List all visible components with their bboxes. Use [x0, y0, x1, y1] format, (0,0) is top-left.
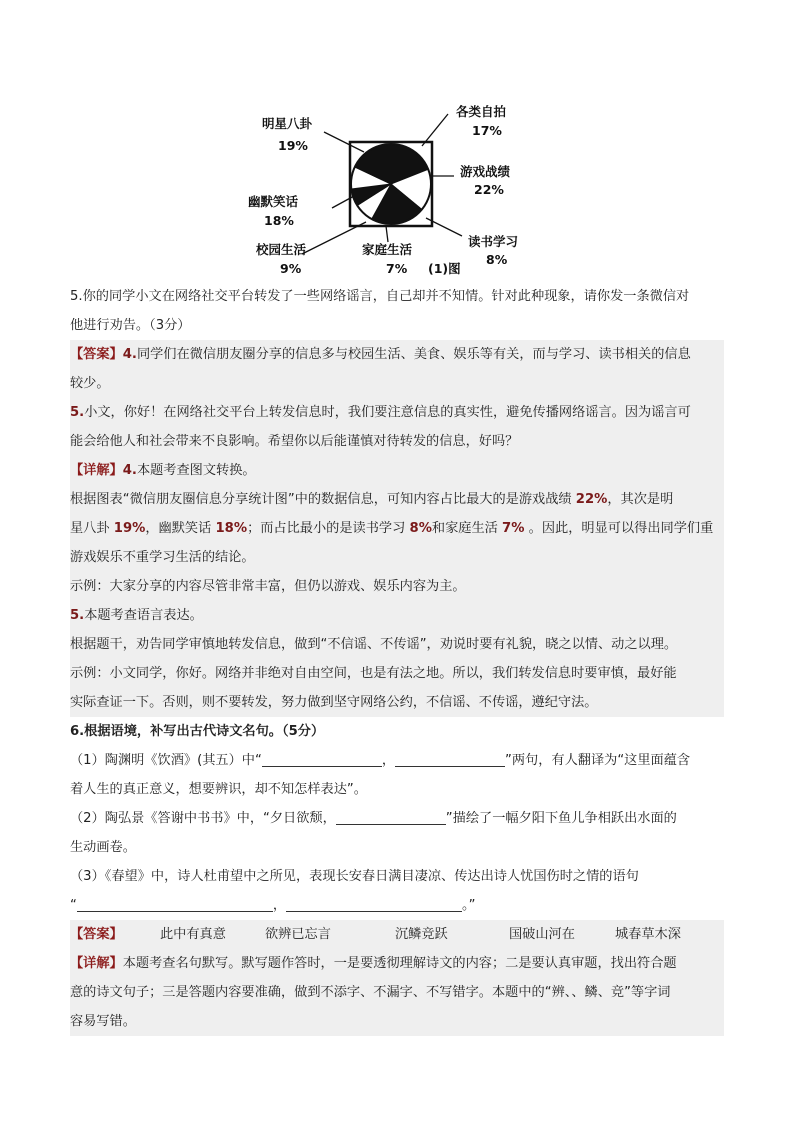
- question-text: 。”: [462, 898, 476, 913]
- detail-5-num: 5.: [70, 608, 85, 623]
- value-xiaoyuan: 9%: [280, 261, 302, 276]
- answer-4-line1: 同学们在微信朋友圈分享的信息多与校园生活、美食、娱乐等有关，而与学习、读书相关的信息: [136, 347, 691, 362]
- detail-4-paragraph: [70, 485, 724, 572]
- detail-4-num: 4.: [122, 463, 137, 478]
- answer-blank[interactable]: [286, 895, 462, 912]
- question-text: ，: [381, 753, 395, 768]
- answer-blank[interactable]: [395, 750, 505, 767]
- label-youmo: 幽默笑话: [248, 194, 299, 209]
- question-text: （1）陶渊明《饮酒》(其五）中“: [70, 753, 262, 768]
- document-body: [70, 282, 724, 1036]
- detail-5-line1: 根据题干，劝告同学审慎地转发信息，做到“不信谣、不传谣”，劝说时要有礼貌，晓之以情、动之以理。: [70, 637, 678, 652]
- detail-text: 根据图表“微信朋友圈信息分享统计图”中的数据信息，可知内容占比最大的是游戏战绩: [70, 492, 576, 507]
- detail-text: ，其次是明: [607, 492, 674, 507]
- answer-5-line2: 能会给他人和社会带来不良影响。希望你以后能谨慎对待转发的信息，好吗？: [70, 434, 519, 449]
- value-22: 22%: [575, 492, 608, 507]
- question-text: （3）《春望》中，诗人杜甫望中之所见，表现长安春日满目凄凉、传达出诗人忧国伤时之情的语句: [70, 869, 639, 884]
- label-dushu: 读书学习: [468, 234, 519, 249]
- value-zipai: 17%: [472, 123, 502, 138]
- detail-text: 星八卦: [70, 521, 114, 536]
- detail-text: 示例：小文同学，你好。网络并非绝对自由空间，也是有法之地。所以，我们转发信息时要审慎，最好能: [70, 666, 677, 681]
- detail-text: 意的诗文句子；三是答题内容要准确，做到不添字、不漏字、不写错字。本题中的“辨、、鳞、竞”等字词: [70, 985, 671, 1000]
- detail-tag: 【详解】: [70, 956, 123, 971]
- label-xiaoyuan: 校园生活: [256, 242, 307, 257]
- answer-block-4-5: [70, 340, 724, 717]
- value-19: 19%: [113, 521, 146, 536]
- question-5: [70, 282, 724, 340]
- leader-line: [302, 222, 366, 254]
- label-zipai: 各类自拍: [456, 104, 507, 119]
- answer-5-num: 5.: [70, 405, 85, 420]
- value-7: 7%: [502, 521, 525, 536]
- question-text: 生动画卷。: [70, 840, 136, 855]
- detail-text: ；而占比最小的是读书学习: [247, 521, 410, 536]
- question-6-title: 6.根据语境，补写出古代诗文名句。（5分）: [70, 724, 325, 739]
- detail-5-title: 本题考查语言表达。: [84, 608, 203, 623]
- label-jiating: 家庭生活: [362, 242, 413, 257]
- answer-6-item: 沉鳞竞跃: [395, 927, 448, 942]
- answer-tag: 【答案】: [70, 347, 123, 362]
- detail-text: ，幽默笑话: [145, 521, 216, 536]
- leader-line: [422, 114, 448, 146]
- detail-text: 本题考查名句默写。默写题作答时，一是要透彻理解诗文的内容；二是要认真审题，找出符合题: [122, 956, 677, 971]
- label-youxi: 游戏战绩: [460, 164, 511, 179]
- question-text: （2）陶弘景《答谢中书书》中，“夕日欲颓，: [70, 811, 336, 826]
- value-18: 18%: [215, 521, 248, 536]
- pie-chart-svg: [236, 92, 556, 278]
- detail-text: 和家庭生活: [431, 521, 503, 536]
- detail-5-example: [70, 659, 724, 717]
- answer-blank[interactable]: [262, 750, 382, 767]
- value-jiating: 7%: [386, 261, 408, 276]
- question-text: ，: [272, 898, 287, 913]
- question-text: ”描绘了一幅夕阳下鱼儿争相跃出水面的: [445, 811, 677, 826]
- value-dushu: 8%: [486, 252, 508, 267]
- answer-block-6: [70, 920, 724, 1036]
- value-8: 8%: [409, 521, 432, 536]
- answer-6-item: 此中有真意: [160, 927, 226, 942]
- answer-blank[interactable]: [77, 895, 273, 912]
- answer-5-line1: 小文，你好！在网络社交平台上转发信息时，我们要注意信息的真实性，避免传播网络谣言。因为谣言可: [84, 405, 691, 420]
- detail-4-example: 示例：大家分享的内容尽管非常丰富，但仍以游戏、娱乐内容为主。: [70, 579, 466, 594]
- detail-text: 游戏娱乐不重学习生活的结论。: [70, 550, 255, 565]
- question-5-line1: 5.你的同学小文在网络社交平台转发了一些网络谣言，自己却并不知情。针对此种现象，请你发一条微信对: [70, 289, 690, 304]
- detail-4-title: 本题考查图文转换。: [136, 463, 256, 478]
- pie-chart-figure: [236, 92, 556, 278]
- question-6-item1: [70, 746, 724, 804]
- detail-text: 。因此，明显可以得出同学们重: [524, 521, 714, 536]
- value-youxi: 22%: [474, 182, 504, 197]
- detail-text: 实际查证一下。否则，则不要转发，努力做到坚守网络公约，不信谣、不传谣，遵纪守法。: [70, 695, 598, 710]
- detail-text: 容易写错。: [70, 1014, 136, 1029]
- question-5-line2: 他进行劝告。（3分）: [70, 318, 191, 333]
- value-youmo: 18%: [264, 213, 294, 228]
- value-mingxing: 19%: [278, 138, 308, 153]
- question-text: ”两句，有人翻译为“这里面蕴含: [505, 753, 691, 768]
- question-text: “: [70, 898, 77, 913]
- answer-6-item: 欲辨已忘言: [265, 927, 331, 942]
- question-text: 着人生的真正意义，想要辨识，却不知怎样表达”。: [70, 782, 367, 797]
- answer-4-num: 4.: [122, 347, 137, 362]
- leader-line: [386, 226, 388, 242]
- figure-caption: (1)图: [428, 261, 461, 276]
- answer-6-row: [70, 920, 724, 949]
- answer-6-item: 国破山河在: [509, 927, 575, 942]
- answer-6-item: 城春草木深: [615, 927, 681, 942]
- answer-blank[interactable]: [336, 808, 446, 825]
- detail-tag: 【详解】: [70, 463, 123, 478]
- label-mingxing: 明星八卦: [262, 116, 313, 131]
- question-6-item2: [70, 804, 724, 862]
- question-6-item3: [70, 862, 724, 920]
- answer-4-line2: 较少。: [70, 376, 110, 391]
- answer-tag: 【答案】: [70, 927, 123, 942]
